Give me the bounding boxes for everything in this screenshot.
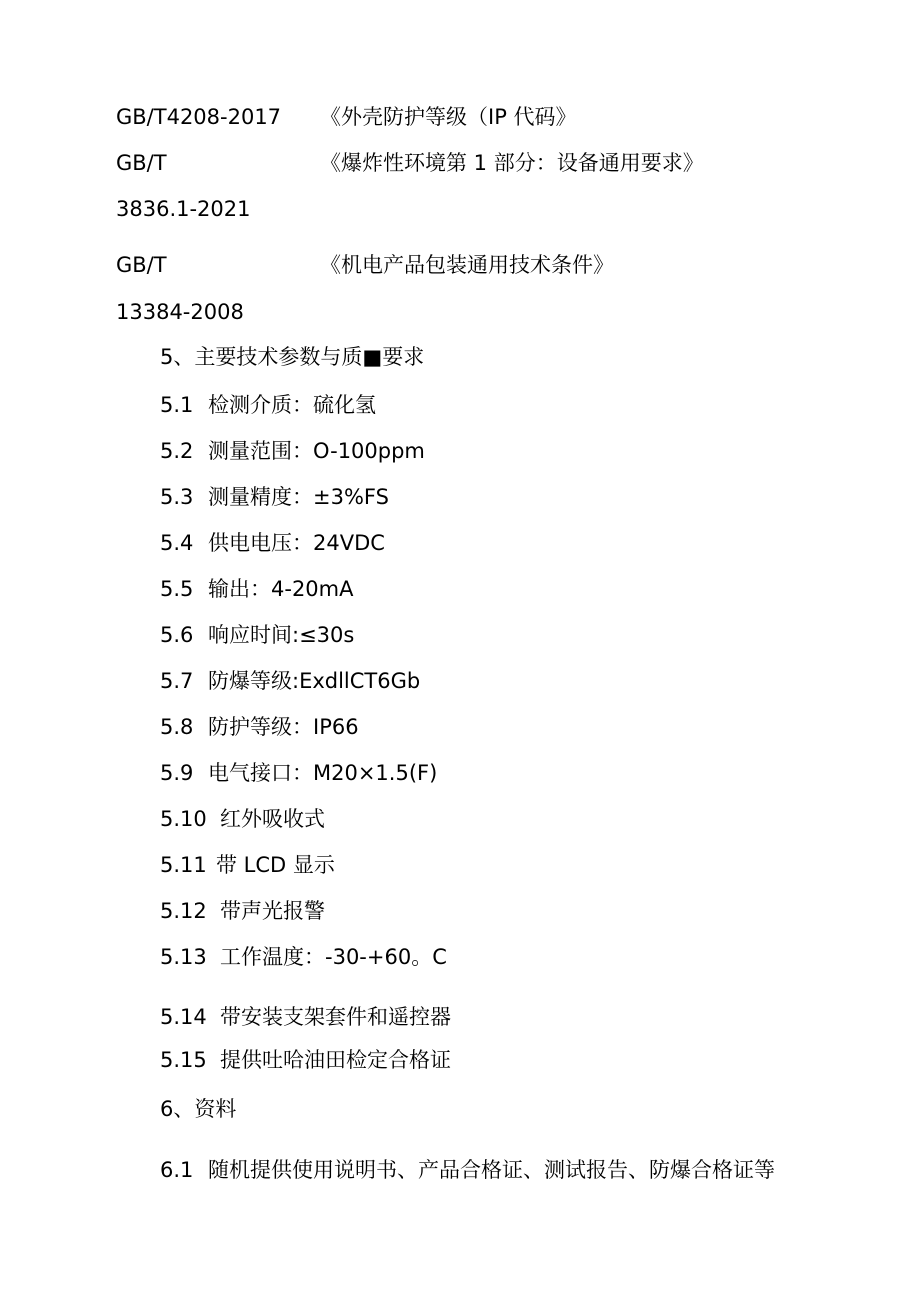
- spec-item: [160, 898, 325, 924]
- spec-item: [160, 438, 425, 464]
- spec-number: 6.1: [160, 1158, 194, 1182]
- spec-text: 提供吐哈油田检定合格证: [220, 1048, 451, 1072]
- spec-number: 5.9: [160, 761, 194, 785]
- spec-item: [160, 1004, 451, 1030]
- spec-number: 5.6: [160, 623, 194, 647]
- spec-item: [160, 714, 359, 740]
- spec-text: 检测介质：硫化氢: [208, 393, 376, 417]
- standard-code: GB/T: [116, 151, 167, 175]
- standard-code-continued: 3836.1-2021: [116, 197, 251, 221]
- spec-number: 5.1: [160, 393, 194, 417]
- spec-item: [160, 806, 325, 832]
- spec-text: 供电电压：24VDC: [208, 531, 385, 555]
- spec-number: 5.15: [160, 1048, 207, 1072]
- spec-number: 5.7: [160, 669, 194, 693]
- standard-code: GB/T4208-2017: [116, 105, 282, 129]
- spec-text: 电气接口：M20×1.5(F): [208, 761, 438, 785]
- spec-number: 5.10: [160, 807, 207, 831]
- spec-item: [160, 852, 335, 878]
- spec-text: 测量精度：±3%FS: [208, 485, 389, 509]
- spec-text: 随机提供使用说明书、产品合格证、测试报告、防爆合格证等: [208, 1158, 775, 1182]
- spec-number: 5.5: [160, 577, 194, 601]
- standard-code-continued: 13384-2008: [116, 300, 244, 324]
- spec-text: 防护等级：IP66: [208, 715, 359, 739]
- spec-item: [160, 668, 420, 694]
- spec-text: 响应时间:≤30s: [208, 623, 355, 647]
- standard-title: 《外壳防护等级（IP 代码》: [320, 105, 577, 129]
- spec-item: [160, 760, 437, 786]
- spec-number: 5.12: [160, 899, 207, 923]
- spec-number: 5.3: [160, 485, 194, 509]
- spec-text: 测量范围：O-100ppm: [208, 439, 425, 463]
- spec-number: 5.13: [160, 945, 207, 969]
- spec-number: 5.2: [160, 439, 194, 463]
- spec-item: [160, 530, 385, 556]
- spec-text: 工作温度：-30-+60。C: [220, 945, 447, 969]
- spec-item: [160, 622, 354, 648]
- spec-text: 防爆等级:ExdllCT6Gb: [208, 669, 421, 693]
- spec-item: [160, 1047, 451, 1073]
- section-heading: 5、主要技术参数与质■要求: [160, 345, 425, 369]
- standard-title: 《爆炸性环境第 1 部分：设备通用要求》: [320, 151, 704, 175]
- spec-text: 输出：4-20mA: [208, 577, 354, 601]
- spec-item: [160, 576, 353, 602]
- spec-number: 5.14: [160, 1005, 207, 1029]
- spec-item: [160, 944, 447, 970]
- spec-number: 5.8: [160, 715, 194, 739]
- standard-title: 《机电产品包装通用技术条件》: [320, 253, 614, 277]
- spec-item: [160, 392, 376, 418]
- spec-number: 5.11: [160, 853, 207, 877]
- spec-item: [160, 484, 389, 510]
- standard-code: GB/T: [116, 253, 167, 277]
- section-heading: 6、资料: [160, 1097, 237, 1121]
- spec-text: 带声光报警: [220, 899, 325, 923]
- spec-number: 5.4: [160, 531, 194, 555]
- spec-text: 带安装支架套件和遥控器: [220, 1005, 451, 1029]
- spec-item: [160, 1157, 775, 1183]
- spec-text: 带 LCD 显示: [216, 853, 335, 877]
- spec-text: 红外吸收式: [220, 807, 325, 831]
